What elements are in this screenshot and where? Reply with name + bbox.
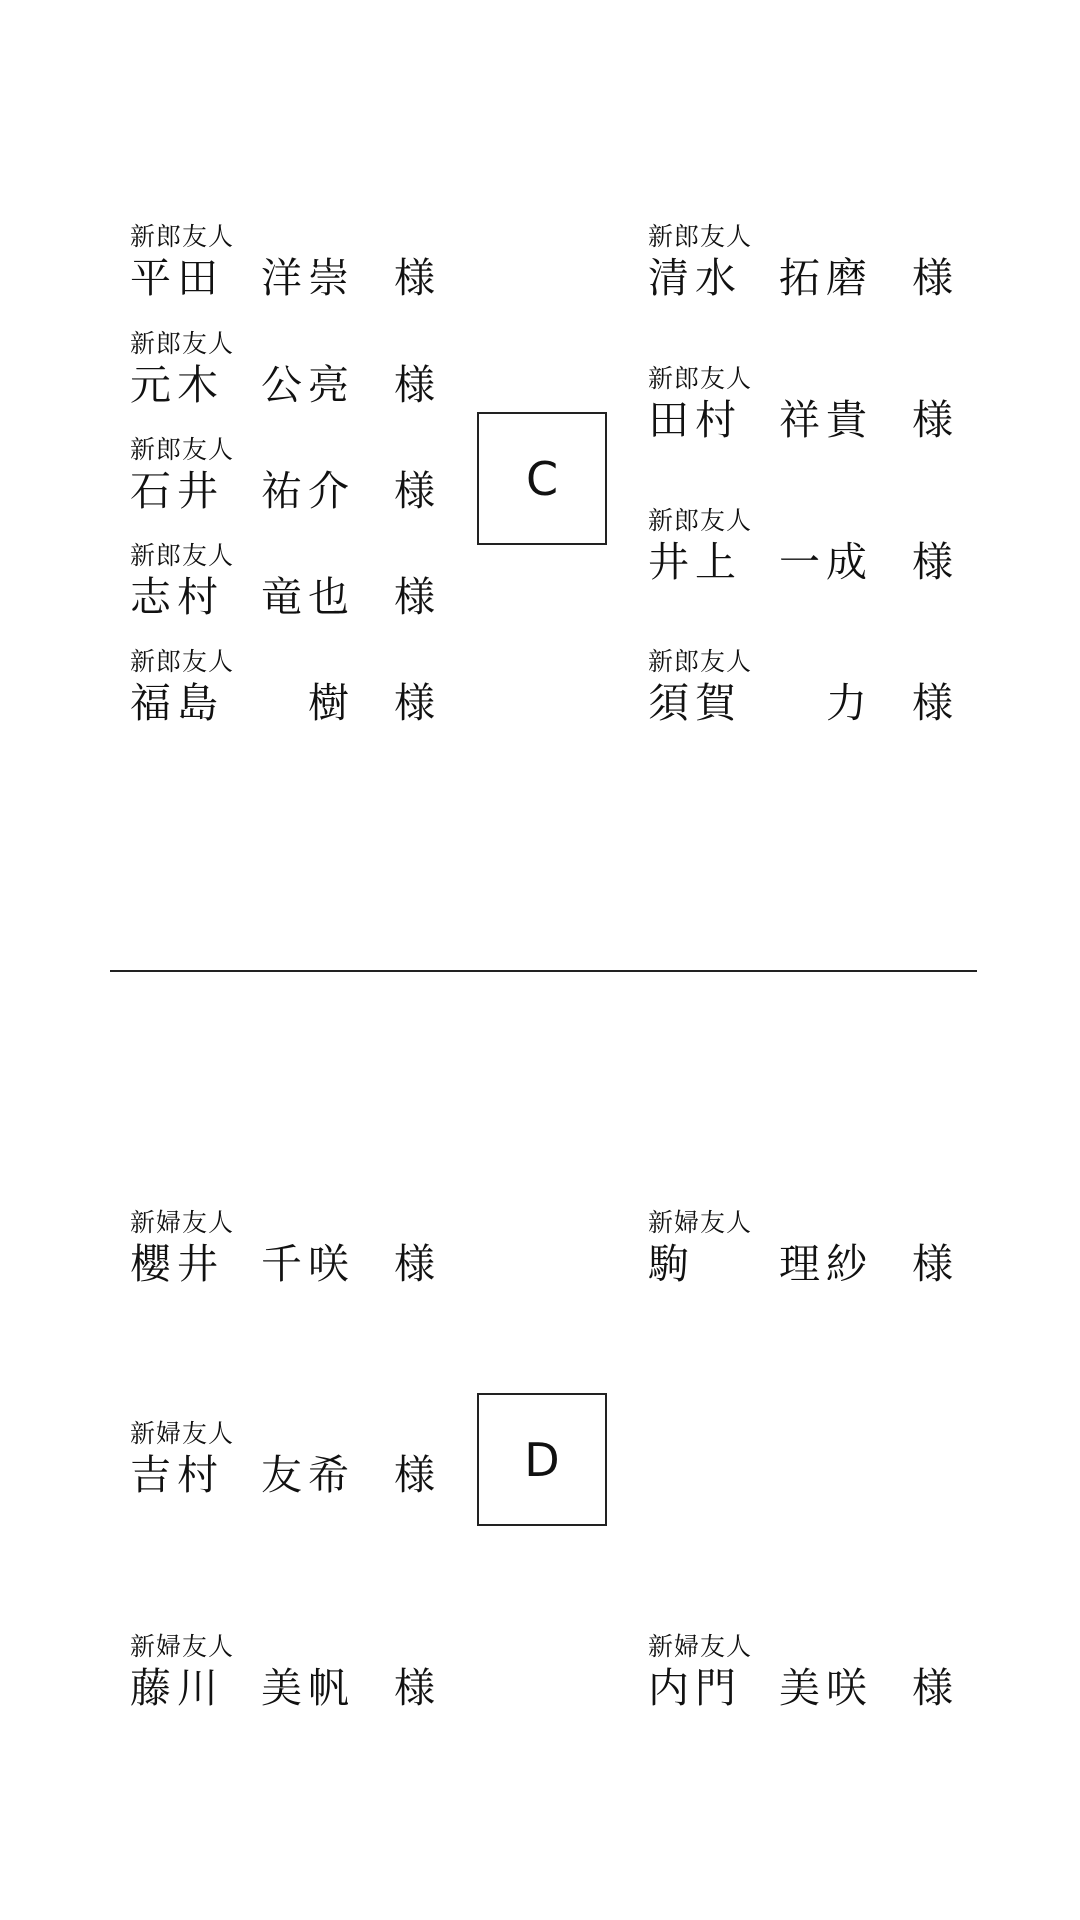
- guest-relation: 新婦友人: [130, 1419, 235, 1448]
- guest-surname: 藤川: [130, 1664, 224, 1712]
- guest-honorific: 様: [394, 467, 435, 515]
- guest-c-left-3: [130, 435, 435, 515]
- guest-c-left-4: [130, 541, 435, 621]
- table-label: D: [524, 1432, 560, 1487]
- guest-relation: 新婦友人: [648, 1632, 753, 1661]
- guest-honorific: 様: [394, 679, 435, 727]
- guest-d-right-2: [648, 1632, 953, 1712]
- guest-surname: 志村: [130, 573, 224, 621]
- guest-given-name: 力: [826, 679, 873, 727]
- guest-surname: 内門: [648, 1664, 742, 1712]
- guest-c-left-1: [130, 222, 435, 302]
- guest-relation: 新郎友人: [130, 435, 235, 464]
- guest-c-left-2: [130, 329, 435, 409]
- guest-honorific: 様: [394, 361, 435, 409]
- guest-relation: 新郎友人: [648, 364, 753, 393]
- guest-honorific: 様: [912, 679, 953, 727]
- guest-given-name: 美咲: [779, 1664, 873, 1712]
- guest-given-name: 祥貴: [779, 396, 873, 444]
- guest-honorific: 様: [394, 1240, 435, 1288]
- guest-honorific: 様: [394, 1451, 435, 1499]
- guest-surname: 須賀: [648, 679, 742, 727]
- guest-c-right-4: [648, 647, 953, 727]
- guest-relation: 新郎友人: [130, 541, 235, 570]
- guest-c-right-3: [648, 506, 953, 586]
- section-divider: [110, 970, 977, 972]
- guest-surname: 清水: [648, 254, 742, 302]
- guest-c-right-2: [648, 364, 953, 444]
- guest-relation: 新婦友人: [130, 1632, 235, 1661]
- guest-d-left-2: [130, 1419, 435, 1499]
- guest-honorific: 様: [912, 396, 953, 444]
- guest-relation: 新婦友人: [648, 1208, 753, 1237]
- guest-surname: 櫻井: [130, 1240, 224, 1288]
- guest-relation: 新郎友人: [648, 222, 753, 251]
- guest-surname: 元木: [130, 361, 224, 409]
- guest-honorific: 様: [912, 538, 953, 586]
- guest-given-name: 一成: [779, 538, 873, 586]
- guest-given-name: 洋崇: [261, 254, 355, 302]
- guest-surname: 平田: [130, 254, 224, 302]
- table-label: C: [525, 451, 559, 506]
- guest-given-name: 友希: [261, 1451, 355, 1499]
- guest-relation: 新婦友人: [130, 1208, 235, 1237]
- guest-given-name: 竜也: [261, 573, 355, 621]
- guest-relation: 新郎友人: [130, 329, 235, 358]
- guest-given-name: 祐介: [261, 467, 355, 515]
- guest-given-name: 公亮: [261, 361, 355, 409]
- guest-given-name: 理紗: [779, 1240, 873, 1288]
- guest-c-right-1: [648, 222, 953, 302]
- guest-given-name: 美帆: [261, 1664, 355, 1712]
- guest-surname: 福島: [130, 679, 224, 727]
- guest-d-left-3: [130, 1632, 435, 1712]
- guest-surname: 田村: [648, 396, 742, 444]
- guest-honorific: 様: [912, 1240, 953, 1288]
- guest-honorific: 様: [394, 254, 435, 302]
- guest-c-left-5: [130, 647, 435, 727]
- guest-relation: 新郎友人: [130, 222, 235, 251]
- guest-d-left-1: [130, 1208, 435, 1288]
- guest-honorific: 様: [394, 1664, 435, 1712]
- guest-honorific: 様: [912, 1664, 953, 1712]
- guest-honorific: 様: [394, 573, 435, 621]
- guest-relation: 新郎友人: [130, 647, 235, 676]
- guest-surname: 井上: [648, 538, 742, 586]
- guest-d-right-1: [648, 1208, 953, 1288]
- guest-given-name: 拓磨: [779, 254, 873, 302]
- guest-given-name: 樹: [308, 679, 355, 727]
- guest-surname: 石井: [130, 467, 224, 515]
- table-d-marker: [477, 1393, 607, 1526]
- guest-relation: 新郎友人: [648, 647, 753, 676]
- guest-surname: 駒: [648, 1240, 695, 1288]
- table-c-marker: [477, 412, 607, 545]
- guest-relation: 新郎友人: [648, 506, 753, 535]
- guest-honorific: 様: [912, 254, 953, 302]
- guest-given-name: 千咲: [261, 1240, 355, 1288]
- guest-surname: 吉村: [130, 1451, 224, 1499]
